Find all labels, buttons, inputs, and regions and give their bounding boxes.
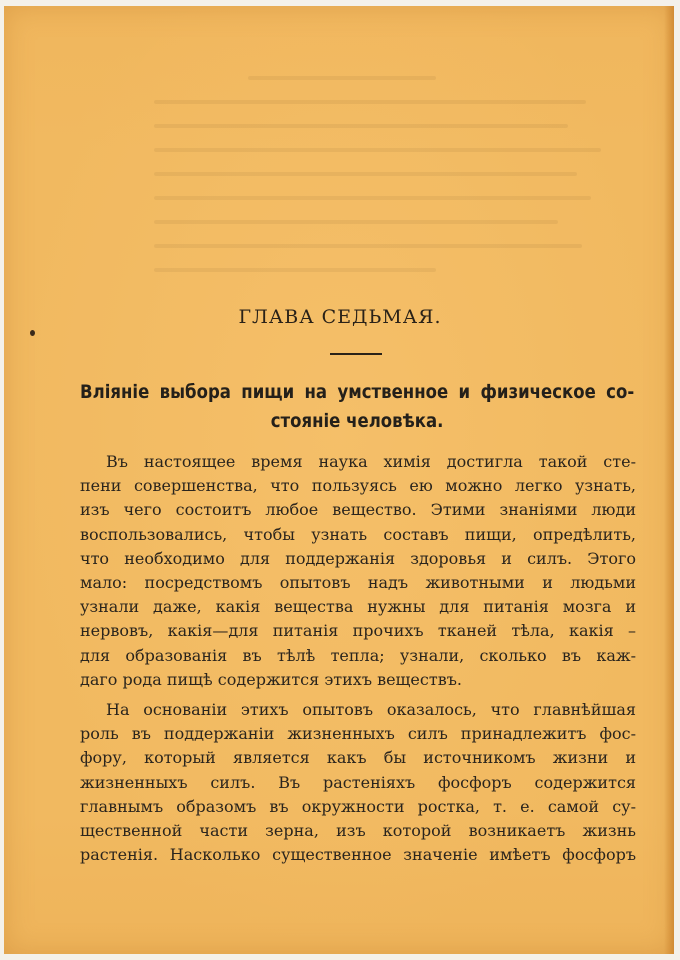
text-line: нервовъ, какія—для питанія прочихъ тканей тѣла, какія – bbox=[80, 621, 636, 641]
text-line: что необходимо для поддержанія здоровья и силъ. Этого bbox=[80, 548, 636, 568]
text-line: роль въ поддержаніи жизненныхъ силъ принадлежитъ фос- bbox=[80, 724, 636, 744]
text-line: даго рода пищѣ содержится этихъ веществъ. bbox=[80, 669, 462, 689]
ink-speck bbox=[30, 330, 35, 336]
page-edge-shadow bbox=[664, 6, 674, 954]
chapter-title: ГЛАВА СЕДЬМАЯ. bbox=[238, 306, 442, 328]
heading-line-1: Вліяніе выбора пищи на умственное и физическое со- bbox=[80, 381, 635, 403]
text-line: фору, который является какъ бы источникомъ жизни и bbox=[80, 748, 636, 768]
text-line: воспользовались, чтобы узнать составъ пищи, опредѣлить, bbox=[80, 524, 636, 544]
text-line: растенія. Насколько существенное значеніе имѣетъ фосфоръ bbox=[80, 845, 636, 865]
text-line: пени совершенства, что пользуясь ею можно легко узнать, bbox=[80, 476, 636, 496]
text-line: щественной части зерна, изъ которой возникаетъ жизнь bbox=[80, 821, 636, 841]
text-line: жизненныхъ силъ. Въ растеніяхъ фосфоръ содержится bbox=[80, 772, 636, 792]
text-line: Въ настоящее время наука химія достигла такой сте- bbox=[106, 452, 636, 471]
text-line: узнали даже, какія вещества нужны для питанія мозга и bbox=[80, 597, 636, 617]
text-line: изъ чего состоитъ любое вещество. Этими знаніями люди bbox=[80, 500, 636, 520]
show-through-text bbox=[154, 76, 624, 376]
text-line: мало: посредствомъ опытовъ надъ животными и людьми bbox=[80, 573, 636, 593]
section-heading bbox=[80, 378, 634, 436]
heading-line-2: стояніе человѣка. bbox=[270, 410, 444, 432]
text-line: для образованія въ тѣлѣ тепла; узнали, сколько въ каж- bbox=[80, 645, 636, 665]
body-text bbox=[80, 450, 636, 867]
text-line: главнымъ образомъ въ окружности ростка, т. е. самой су- bbox=[80, 796, 636, 816]
text-line: На основаніи этихъ опытовъ оказалось, что главнѣйшая bbox=[106, 700, 636, 720]
title-rule bbox=[330, 353, 382, 355]
